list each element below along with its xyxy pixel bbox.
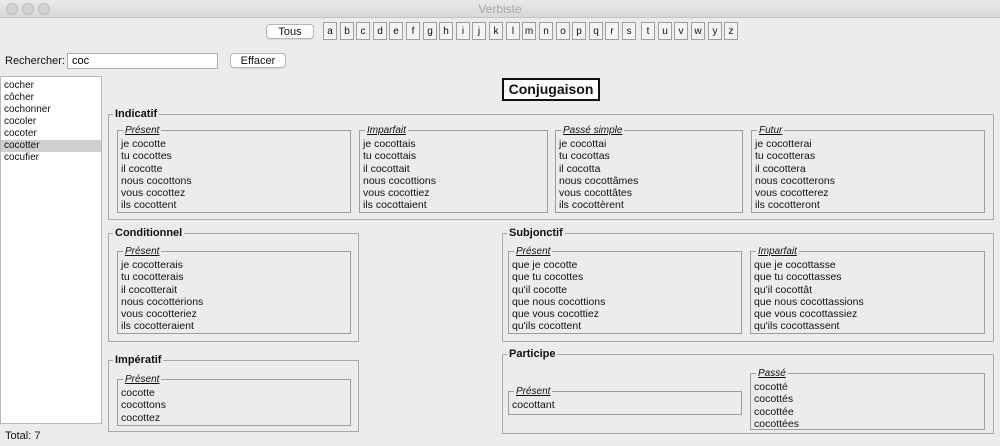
letter-button-l[interactable]: l [506, 22, 520, 40]
subjonctif-group [502, 227, 994, 342]
indicatif-futur-box [751, 125, 985, 213]
conditionnel-label: Conditionnel [115, 227, 183, 239]
form-list [754, 381, 799, 430]
conjugated-form: que je cocotte [512, 259, 578, 271]
conjugated-form: vous cocottiez [363, 187, 430, 200]
form-list [121, 387, 166, 424]
conjugated-form: qu'ils cocottent [512, 320, 582, 333]
conjugated-form: vous cocotterez [755, 187, 829, 200]
participe-label: Participe [509, 348, 556, 360]
tense-name: Futur [759, 125, 783, 136]
letter-button-g[interactable]: g [423, 22, 437, 40]
letter-button-q[interactable]: q [589, 22, 603, 40]
conjugation-heading: Conjugaison [502, 78, 600, 101]
conjugated-form: cocottée [754, 405, 794, 418]
window-title: Verbiste [478, 2, 522, 16]
verb-list-item[interactable]: côcher [4, 92, 35, 103]
title-bar [0, 0, 1000, 18]
tense-name: Passé [758, 368, 786, 379]
participe-group [502, 348, 994, 434]
form-list [755, 138, 835, 212]
form-list [512, 259, 605, 333]
letter-button-s[interactable]: s [622, 22, 636, 40]
conjugated-form: vous cocottâtes [559, 187, 632, 200]
conjugated-form: ils cocotteraient [121, 320, 194, 333]
verb-list-item[interactable]: cocufier [4, 152, 40, 163]
verb-list-item[interactable]: cocoter [4, 128, 37, 139]
conjugated-form: il cocottait [363, 162, 410, 175]
imperatif-label: Impératif [115, 354, 162, 366]
conjugated-form: tu cocottas [559, 150, 610, 163]
indicatif-label: Indicatif [115, 108, 158, 120]
conjugated-form: cocottés [754, 393, 794, 406]
letter-button-z[interactable]: z [724, 22, 738, 40]
letter-button-v[interactable]: v [674, 22, 688, 40]
conjugated-form: nous cocotterons [755, 174, 835, 187]
conjugated-form: je cocottais [363, 138, 416, 150]
conjugated-form: je cocotterais [121, 259, 183, 271]
conjugated-form: ils cocotteront [755, 199, 820, 212]
verb-list-item[interactable]: cocotter [1, 140, 101, 152]
subjonctif-label: Subjonctif [509, 227, 563, 239]
letter-button-k[interactable]: k [489, 22, 503, 40]
conjugated-form: cocottez [121, 411, 161, 424]
conjugated-form: que tu cocottasses [754, 271, 842, 284]
tense-name: Imparfait [367, 125, 406, 136]
form-list [121, 138, 192, 212]
letter-button-e[interactable]: e [389, 22, 403, 40]
imperatif-present-box [117, 374, 351, 426]
letter-button-p[interactable]: p [572, 22, 586, 40]
verb-list-item[interactable]: cochonner [4, 104, 51, 115]
conjugated-form: il cocotta [559, 162, 601, 175]
conjugated-form: qu'ils cocottassent [754, 320, 840, 333]
conditionnel-present-box [117, 246, 351, 334]
letter-button-w[interactable]: w [691, 22, 705, 40]
letter-button-m[interactable]: m [522, 22, 536, 40]
conjugated-form: que nous cocottassions [754, 295, 864, 308]
conjugated-form: que vous cocottiez [512, 308, 599, 321]
conjugated-form: nous cocottâmes [559, 174, 639, 187]
tense-name: Présent [125, 246, 160, 257]
letter-button-r[interactable]: r [605, 22, 619, 40]
letter-button-n[interactable]: n [539, 22, 553, 40]
clear-button[interactable]: Effacer [230, 53, 286, 68]
conjugated-form: cocottant [512, 399, 555, 411]
form-list [559, 138, 638, 212]
conjugated-form: que tu cocottes [512, 271, 584, 284]
letter-button-y[interactable]: y [708, 22, 722, 40]
conjugated-form: que vous cocottassiez [754, 308, 858, 321]
letter-button-d[interactable]: d [373, 22, 387, 40]
conditionnel-group [108, 227, 359, 342]
verb-list[interactable] [0, 76, 102, 424]
tense-name: Présent [125, 125, 160, 136]
conjugated-form: il cocotte [121, 162, 163, 175]
letter-button-o[interactable]: o [556, 22, 570, 40]
total-count: Total: 7 [5, 430, 41, 442]
conjugated-form: cocotte [121, 387, 155, 399]
conjugated-form: cocotté [754, 381, 788, 393]
conjugated-form: ils cocottent [121, 199, 177, 212]
participe-passe-box [750, 368, 985, 430]
subjonctif-present-box [508, 246, 742, 334]
conjugated-form: tu cocotterais [121, 271, 184, 284]
subjonctif-imparfait-box [750, 246, 985, 334]
conjugated-form: que nous cocottions [512, 295, 606, 308]
conjugated-form: vous cocottez [121, 187, 186, 200]
conjugated-form: qu'il cocotte [512, 283, 568, 296]
conjugated-form: cocottons [121, 399, 166, 412]
all-verbs-button[interactable]: Tous [266, 24, 314, 39]
letter-button-a[interactable]: a [323, 22, 337, 40]
imperatif-group [108, 354, 359, 432]
letter-button-f[interactable]: f [406, 22, 420, 40]
conjugated-form: nous cocotterions [121, 295, 204, 308]
letter-button-t[interactable]: t [641, 22, 655, 40]
form-list [121, 259, 203, 333]
conjugated-form: ils cocottèrent [559, 199, 624, 212]
conjugated-form: tu cocottais [363, 150, 417, 163]
conjugated-form: vous cocotteriez [121, 308, 197, 321]
letter-button-c[interactable]: c [356, 22, 370, 40]
conjugated-form: cocottées [754, 417, 799, 430]
tense-name: Passé simple [563, 125, 623, 136]
conjugated-form: que je cocottasse [754, 259, 836, 271]
search-input[interactable] [67, 53, 218, 69]
conjugated-form: il cocottera [755, 162, 806, 175]
letter-button-j[interactable]: j [472, 22, 486, 40]
verb-list-item[interactable]: cocher [4, 80, 35, 91]
participe-present-box [508, 386, 742, 415]
form-list [512, 399, 555, 411]
tense-name: Présent [516, 386, 551, 397]
conjugated-form: tu cocotteras [755, 150, 816, 163]
indicatif-imparfait-box [359, 125, 548, 213]
tense-name: Présent [516, 246, 551, 257]
conjugated-form: qu'il cocottât [754, 283, 813, 296]
conjugated-form: je cocotte [121, 138, 166, 150]
verb-list-item[interactable]: cocoler [4, 116, 37, 127]
conjugated-form: ils cocottaient [363, 199, 427, 212]
letter-button-u[interactable]: u [658, 22, 672, 40]
tense-name: Présent [125, 374, 160, 385]
tense-name: Imparfait [758, 246, 797, 257]
indicatif-passe-simple-box [555, 125, 743, 213]
conjugated-form: tu cocottes [121, 150, 172, 163]
letter-button-h[interactable]: h [439, 22, 453, 40]
conjugated-form: il cocotterait [121, 283, 178, 296]
form-list [363, 138, 436, 212]
search-label: Rechercher: [5, 55, 65, 67]
conjugated-form: je cocotterai [755, 138, 812, 150]
indicatif-present-box [117, 125, 351, 213]
conjugated-form: nous cocottions [363, 174, 436, 187]
form-list [754, 259, 864, 333]
conjugated-form: nous cocottons [121, 174, 192, 187]
letter-button-b[interactable]: b [340, 22, 354, 40]
letter-button-i[interactable]: i [456, 22, 470, 40]
indicatif-group [108, 108, 994, 220]
conjugated-form: je cocottai [559, 138, 607, 150]
